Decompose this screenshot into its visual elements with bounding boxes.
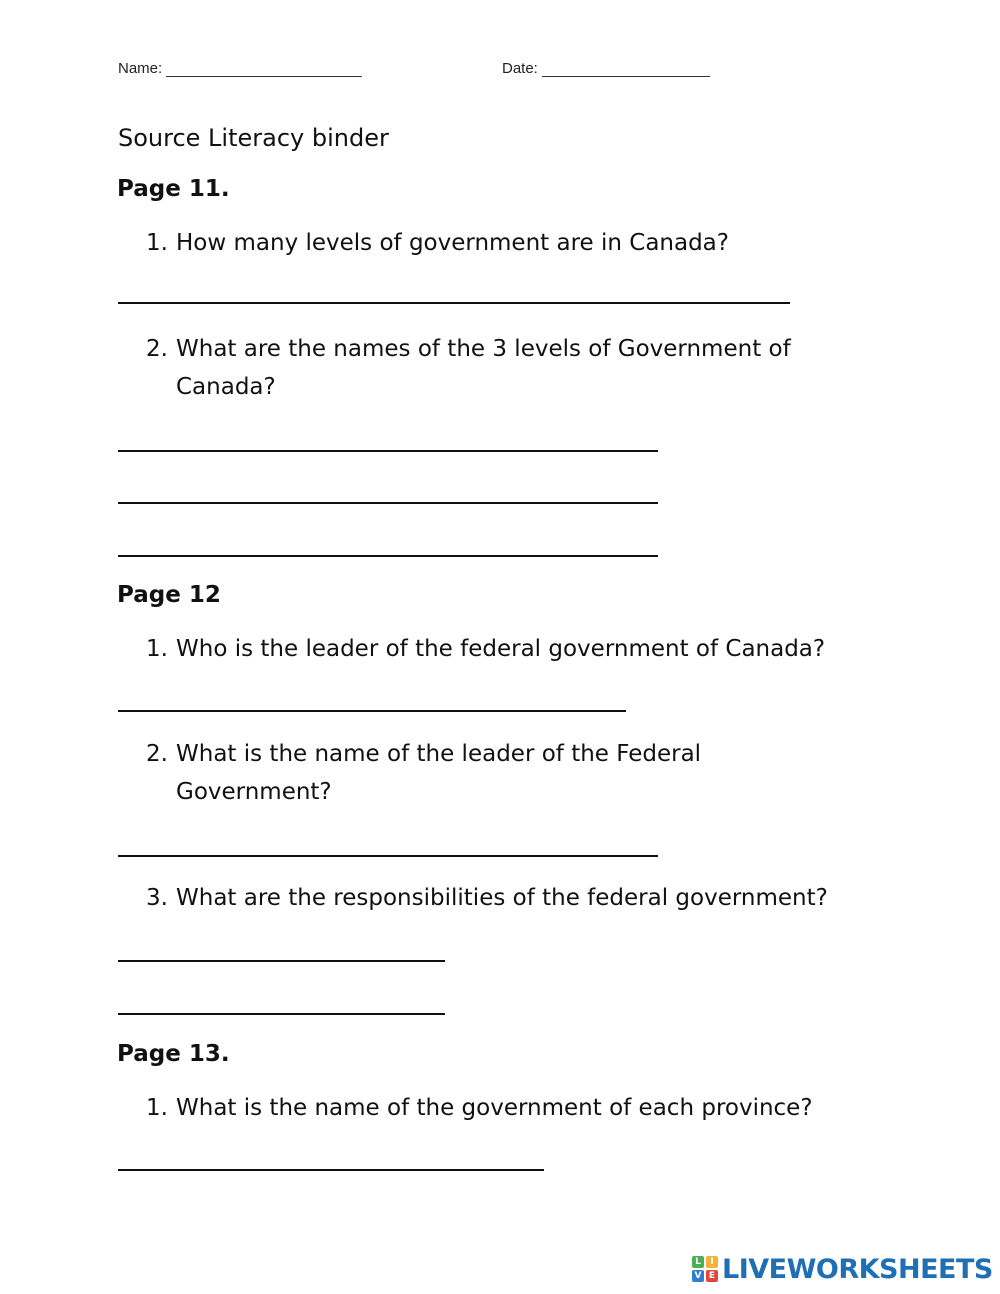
date-label: Date: <box>502 60 538 77</box>
answer-line[interactable] <box>118 960 445 962</box>
answer-line[interactable] <box>118 855 658 857</box>
question-number: 1. <box>146 230 168 256</box>
question-p12-3 <box>146 879 828 917</box>
section-heading-page-12: Page 12 <box>117 582 221 608</box>
logo-mark-tile: L <box>692 1256 704 1268</box>
section-heading-page-13: Page 13. <box>117 1041 230 1067</box>
answer-line[interactable] <box>118 1013 445 1015</box>
question-text: Who is the leader of the federal government of Canada? <box>176 636 826 662</box>
logo-mark-tile: V <box>692 1270 704 1282</box>
name-blank[interactable] <box>166 62 362 77</box>
section-heading-page-11: Page 11. <box>117 176 230 202</box>
question-text: How many levels of government are in Canada? <box>176 230 729 256</box>
question-p11-1 <box>146 224 729 262</box>
source-line: Source Literacy binder <box>118 124 389 152</box>
question-text: What are the responsibilities of the federal government? <box>176 885 828 911</box>
logo-mark-tile: I <box>706 1256 718 1268</box>
question-text-line-2: Government? <box>176 779 332 805</box>
name-label: Name: <box>118 60 163 77</box>
answer-line[interactable] <box>118 1169 544 1171</box>
answer-line[interactable] <box>118 450 658 452</box>
question-number: 1. <box>146 1095 168 1121</box>
answer-line[interactable] <box>118 302 790 304</box>
name-field <box>118 60 362 77</box>
question-p11-2 <box>146 330 791 406</box>
liveworksheets-logo <box>692 1254 993 1284</box>
question-number: 2. <box>146 741 168 767</box>
date-field <box>502 60 710 77</box>
question-p13-1 <box>146 1089 813 1127</box>
logo-mark-icon <box>692 1256 718 1282</box>
question-text-line-2: Canada? <box>176 374 276 400</box>
question-number: 3. <box>146 885 168 911</box>
answer-line[interactable] <box>118 502 658 504</box>
question-p12-1 <box>146 630 825 668</box>
answer-line[interactable] <box>118 710 626 712</box>
question-number: 1. <box>146 636 168 662</box>
question-text <box>176 735 701 811</box>
question-text: What is the name of the government of each province? <box>176 1095 813 1121</box>
question-p12-2 <box>146 735 701 811</box>
date-blank[interactable] <box>542 62 710 77</box>
answer-line[interactable] <box>118 555 658 557</box>
logo-text: LIVEWORKSHEETS <box>722 1253 993 1285</box>
logo-mark-tile: E <box>706 1270 718 1282</box>
question-text-line-1: What is the name of the leader of the Federal <box>176 741 702 767</box>
question-text-line-1: What are the names of the 3 levels of Government of <box>176 336 791 362</box>
question-text <box>176 330 791 406</box>
question-number: 2. <box>146 336 168 362</box>
